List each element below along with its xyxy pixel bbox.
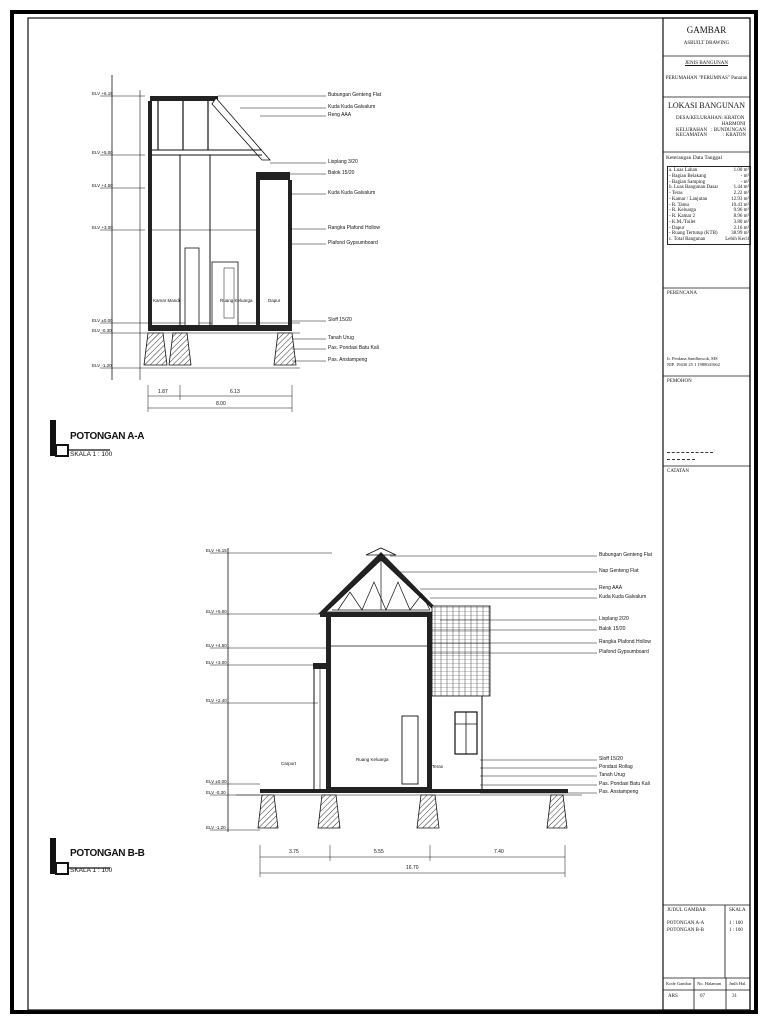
dimension-label: 8.00 bbox=[216, 401, 226, 407]
callout-label: Lisplang 2/20 bbox=[599, 616, 629, 622]
data-row: - R. Keluarga 9.96 m² bbox=[669, 208, 749, 214]
callout-label: Tanah Urug bbox=[328, 335, 354, 341]
callout-label: Kuda Kuda Galvalum bbox=[328, 104, 376, 110]
location-row: KELURAHAN : BUNDUNGAN bbox=[676, 127, 746, 133]
room-label: Ruang Keluarga bbox=[220, 298, 253, 303]
callout-label: Lisplang 3/20 bbox=[328, 159, 358, 165]
callout-label: Nap Genteng Flat bbox=[599, 568, 639, 574]
sheet-heading: GAMBAR bbox=[686, 25, 727, 35]
data-table bbox=[667, 166, 751, 245]
dimension-label: 7.40 bbox=[494, 849, 504, 855]
owner-heading: PEMOHON bbox=[667, 379, 692, 384]
code-heading: Kode Gambar bbox=[666, 981, 692, 986]
sheet-subheading: ASBUILT DRAWING bbox=[683, 41, 730, 46]
data-row: - K.M./Toilet 3.80 m² bbox=[669, 219, 749, 225]
section-aa-drawing bbox=[50, 75, 326, 456]
planner-id: NIP. 19430 25 1 1988041662 bbox=[667, 362, 720, 367]
data-row: a. Luas Lahan 1.00 m² bbox=[669, 168, 749, 173]
room-label: Kamar Mandi bbox=[153, 298, 180, 303]
callout-label: Plafond Gypsumboard bbox=[328, 240, 378, 246]
elevation-label: ELV ±0.00 bbox=[92, 318, 113, 323]
project-label: JENIS BANGUNAN bbox=[685, 61, 728, 66]
room-label: Teras bbox=[432, 764, 444, 769]
project-name: PERUMAHAN "PERUMNAS" Panaran bbox=[665, 76, 748, 81]
callout-label: Kuda Kuda Galvalum bbox=[328, 190, 376, 196]
code-value: ARS bbox=[668, 994, 678, 999]
elevation-label: ELV -1.20 bbox=[92, 363, 112, 368]
notes-heading: CATATAN bbox=[667, 469, 689, 474]
callout-label: Sloff 15/20 bbox=[599, 756, 623, 762]
elevation-label: ELV +4.50 bbox=[92, 183, 113, 188]
data-row: - Ruang Tertutup (KTB) 38.99 m² bbox=[669, 231, 749, 237]
data-row: - Bagian Belakang - m² bbox=[669, 173, 749, 179]
location-row: DESA/KELURAHAN : KRATON HARMONI bbox=[676, 116, 746, 127]
section-title: POTONGAN A-A bbox=[70, 431, 145, 442]
data-row: - Kamar / Lanjutan 12.93 m² bbox=[669, 196, 749, 202]
dimension-label: 1.87 bbox=[158, 389, 168, 395]
callout-label: Plafond Gypsumboard bbox=[599, 649, 649, 655]
elevation-label: ELV +5.00 bbox=[92, 150, 113, 155]
callout-label: Rangka Plafond Hollow bbox=[599, 639, 651, 645]
owner-signature-line bbox=[667, 452, 713, 453]
code-value: 07 bbox=[700, 994, 705, 999]
room-label: Ruang Keluarga bbox=[356, 757, 389, 762]
data-row: - Bagian Samping - m² bbox=[669, 179, 749, 185]
planner-name: Ir. Perdana Sandhowok, MS bbox=[667, 356, 718, 361]
dimension-label: 5.55 bbox=[374, 849, 384, 855]
location-row: KECAMATAN : KRATON bbox=[676, 133, 746, 139]
section-scale: SKALA 1 : 100 bbox=[70, 867, 113, 874]
callout-label: Balok 15/20 bbox=[328, 170, 355, 176]
code-heading: Jmlh Hal. bbox=[729, 981, 747, 986]
section-bb-drawing bbox=[50, 548, 597, 877]
section-title: POTONGAN B-B bbox=[70, 848, 145, 859]
scale-heading: SKALA bbox=[729, 908, 746, 913]
callout-label: Bubungan Genteng Flat bbox=[328, 92, 382, 98]
elevation-label: ELV +3.00 bbox=[206, 660, 227, 665]
data-row: c. Total Bangunan Lebih Kecil bbox=[669, 237, 749, 242]
dimension-label: 3.75 bbox=[289, 849, 299, 855]
drawing-title-heading: JUDUL GAMBAR bbox=[667, 908, 706, 913]
callout-label: Tanah Urug bbox=[599, 772, 625, 778]
callout-label: Reng AAA bbox=[599, 585, 623, 591]
room-label: Dapur bbox=[268, 298, 281, 303]
drawing-title: POTONGAN A-A bbox=[667, 921, 705, 926]
callout-label: Pas. Pondasi Batu Kali bbox=[328, 345, 379, 351]
callout-label: Pas. Pondasi Batu Kali bbox=[599, 781, 650, 787]
code-heading: No. Halaman bbox=[697, 981, 721, 986]
callout-label: Pondasi Rollag bbox=[599, 764, 633, 770]
elevation-label: ELV ±0.00 bbox=[206, 779, 227, 784]
callout-label: Pas. Anstampeng bbox=[328, 357, 368, 363]
sheet-outer-border bbox=[12, 12, 756, 1012]
elevation-label: ELV +6.15 bbox=[206, 548, 227, 553]
elevation-label: ELV -1.20 bbox=[206, 825, 226, 830]
data-row: b. Luas Bangunan Dasar 1.44 m² bbox=[669, 185, 749, 191]
callout-label: Bubungan Genteng Flat bbox=[599, 552, 653, 558]
elevation-label: ELV +2.40 bbox=[206, 698, 227, 703]
room-label: Carport bbox=[281, 761, 297, 766]
callout-label: Reng AAA bbox=[328, 112, 352, 118]
location-heading: LOKASI BANGUNAN bbox=[667, 101, 746, 110]
elevation-label: ELV +3.00 bbox=[92, 225, 113, 230]
data-row: - R. Kamar 2 8.96 m² bbox=[669, 214, 749, 219]
owner-signature-line-2 bbox=[667, 459, 695, 460]
planner-heading: PERENCANA bbox=[667, 291, 698, 296]
drawing-title: POTONGAN B-B bbox=[667, 928, 704, 933]
section-scale: SKALA 1 : 100 bbox=[70, 451, 113, 458]
elevation-label: ELV +4.50 bbox=[206, 643, 227, 648]
data-row: - Teras 2.22 m² bbox=[669, 191, 749, 196]
data-row: - Dapur 2.16 m² bbox=[669, 225, 749, 231]
dimension-label: 16.70 bbox=[406, 865, 419, 871]
drawing-scale: 1 : 100 bbox=[729, 928, 743, 933]
code-value: 31 bbox=[732, 994, 737, 999]
callout-label: Balok 15/20 bbox=[599, 626, 626, 632]
callout-label: Rangka Plafond Hollow bbox=[328, 225, 380, 231]
elevation-label: ELV -0.30 bbox=[92, 328, 112, 333]
callout-label: Sloff 15/20 bbox=[328, 317, 352, 323]
elevation-label: ELV +5.00 bbox=[206, 609, 227, 614]
elevation-label: ELV +6.15 bbox=[92, 91, 113, 96]
data-row: - R. Tamu 10.43 m² bbox=[669, 202, 749, 208]
location-rows bbox=[676, 116, 746, 139]
elevation-label: ELV -0.30 bbox=[206, 790, 226, 795]
dimension-label: 6.13 bbox=[230, 389, 240, 395]
sheet-inner-border bbox=[28, 18, 750, 1010]
drawing-scale: 1 : 100 bbox=[729, 921, 743, 926]
callout-label: Pas. Anstampeng bbox=[599, 789, 639, 795]
data-heading: Keterangan Data Tanggal bbox=[666, 155, 723, 161]
callout-label: Kuda Kuda Galvalum bbox=[599, 594, 647, 600]
